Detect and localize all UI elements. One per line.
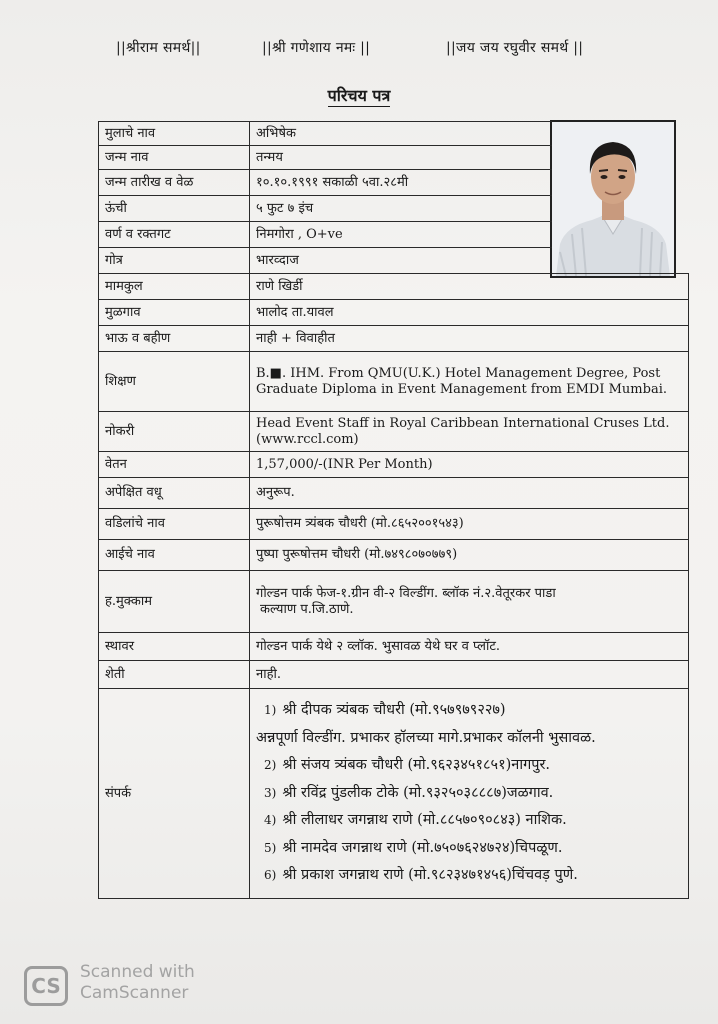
watermark-line-2: CamScanner <box>80 983 189 1003</box>
value-mother: पुष्पा पुरूषोत्तम चौधरी (मो.७४९८०७०७७९) <box>250 540 689 571</box>
label-birth-name: जन्म नाव <box>99 146 250 170</box>
row-property <box>99 633 689 661</box>
label-name: मुलाचे नाव <box>99 122 250 146</box>
value-complexion: निमगोरा , O+ve <box>250 222 553 248</box>
contact-address: अन्नपूर्णा विल्डींग. प्रभाकर हॉलच्या मागे.प्रभाकर कॉलनी भुसावळ. <box>256 729 596 746</box>
row-job <box>99 412 689 452</box>
label-property: स्थावर <box>99 633 250 661</box>
label-height: ऊंची <box>99 196 250 222</box>
row-expected-bride <box>99 478 689 509</box>
label-job: नोकरी <box>99 412 250 452</box>
row-dob <box>99 170 689 196</box>
value-job: Head Event Staff in Royal Caribbean International Cruses Ltd.(www.rccl.com) <box>250 412 689 452</box>
row-complexion <box>99 222 689 248</box>
blessing-ganesh: ||श्री गणेशाय नमः || <box>262 40 371 56</box>
value-dob: १०.१०.१९९१ सकाळी ५वा.२८मी <box>250 170 553 196</box>
value-birth-name: तन्मय <box>250 146 553 170</box>
value-native: भालोद ता.यावल <box>250 300 689 326</box>
value-father: पुरूषोत्तम त्र्यंबक चौधरी (मो.८६५२००१५४३) <box>250 509 689 540</box>
value-contacts <box>250 689 689 899</box>
camscanner-watermark <box>80 962 195 1004</box>
row-siblings <box>99 326 689 352</box>
row-mamkul <box>99 274 689 300</box>
contact-item: 1) श्री दीपक त्र्यंबक चौधरी (मो.९५७९७९२२७) <box>264 702 506 719</box>
label-mamkul: मामकुल <box>99 274 250 300</box>
label-contacts: संपर्क <box>99 689 250 899</box>
row-salary <box>99 452 689 478</box>
label-farming: शेती <box>99 661 250 689</box>
row-gotra <box>99 248 689 274</box>
blessing-shriram: ||श्रीराम समर्थ|| <box>116 40 201 56</box>
label-gotra: गोत्र <box>99 248 250 274</box>
address-line-1: गोल्डन पार्क फेज-१.ग्रीन वी-२ विल्डींग. ब्लॉक नं.२.वेतूरकर पाडा <box>256 585 556 601</box>
blessing-raghuvir: ||जय जय रघुवीर समर्थ || <box>446 40 584 56</box>
row-education <box>99 352 689 412</box>
row-mother <box>99 540 689 571</box>
value-height: ५ फुट ७ इंच <box>250 196 553 222</box>
camscanner-logo-icon: CS <box>24 966 68 1006</box>
row-height <box>99 196 689 222</box>
row-father <box>99 509 689 540</box>
document-title <box>0 84 718 106</box>
label-mother: आईचे नाव <box>99 540 250 571</box>
label-father: वडिलांचे नाव <box>99 509 250 540</box>
value-salary: 1,57,000/-(INR Per Month) <box>250 452 689 478</box>
value-property: गोल्डन पार्क येथे २ व्लॉक. भुसावळ येथे घर व प्लॉट. <box>250 633 689 661</box>
label-education: शिक्षण <box>99 352 250 412</box>
label-native: मुळगाव <box>99 300 250 326</box>
row-address <box>99 571 689 633</box>
value-address <box>250 571 689 633</box>
value-expected-bride: अनुरूप. <box>250 478 689 509</box>
biodata-table <box>98 121 689 899</box>
label-salary: वेतन <box>99 452 250 478</box>
contact-item: 2) श्री संजय त्र्यंबक चौधरी (मो.९६२३४५१८५१)नागपुर. <box>264 757 551 774</box>
row-farming <box>99 661 689 689</box>
row-birth-name <box>99 146 689 170</box>
contact-item: 4) श्री लीलाधर जगन्नाथ राणे (मो.८८५७०९०८४३) नाशिक. <box>264 812 567 829</box>
contact-item: 3) श्री रविंद्र पुंडलीक टोके (मो.९३२५०३८८८७)जळगाव. <box>264 784 554 801</box>
value-name: अभिषेक <box>250 122 553 146</box>
label-complexion: वर्ण व रक्तगट <box>99 222 250 248</box>
value-mamkul: राणे खिर्डी <box>250 274 689 300</box>
row-contacts <box>99 689 689 899</box>
contact-item: 5) श्री नामदेव जगन्नाथ राणे (मो.७५०७६२४७२४)चिपळूण. <box>264 839 563 856</box>
value-education: B.■. IHM. From QMU(U.K.) Hotel Management Degree, Post Graduate Diploma in Event Management from EMDI Mumbai. <box>250 352 689 412</box>
label-siblings: भाऊ व बहीण <box>99 326 250 352</box>
value-gotra: भारव्दाज <box>250 248 553 274</box>
row-native <box>99 300 689 326</box>
label-expected-bride: अपेक्षित वधू <box>99 478 250 509</box>
value-farming: नाही. <box>250 661 689 689</box>
title-text: परिचय पत्र <box>327 86 391 105</box>
label-address: ह.मुक्काम <box>99 571 250 633</box>
row-name <box>99 122 689 146</box>
watermark-line-1: Scanned with <box>80 962 195 982</box>
contact-item: 6) श्री प्रकाश जगन्नाथ राणे (मो.९८२३४७१४५६)चिंचवड़ पुणे. <box>264 867 578 884</box>
address-line-2: कल्याण प.जि.ठाणे. <box>260 601 354 617</box>
value-siblings: नाही + विवाहीत <box>250 326 689 352</box>
label-dob: जन्म तारीख व वेळ <box>99 170 250 196</box>
